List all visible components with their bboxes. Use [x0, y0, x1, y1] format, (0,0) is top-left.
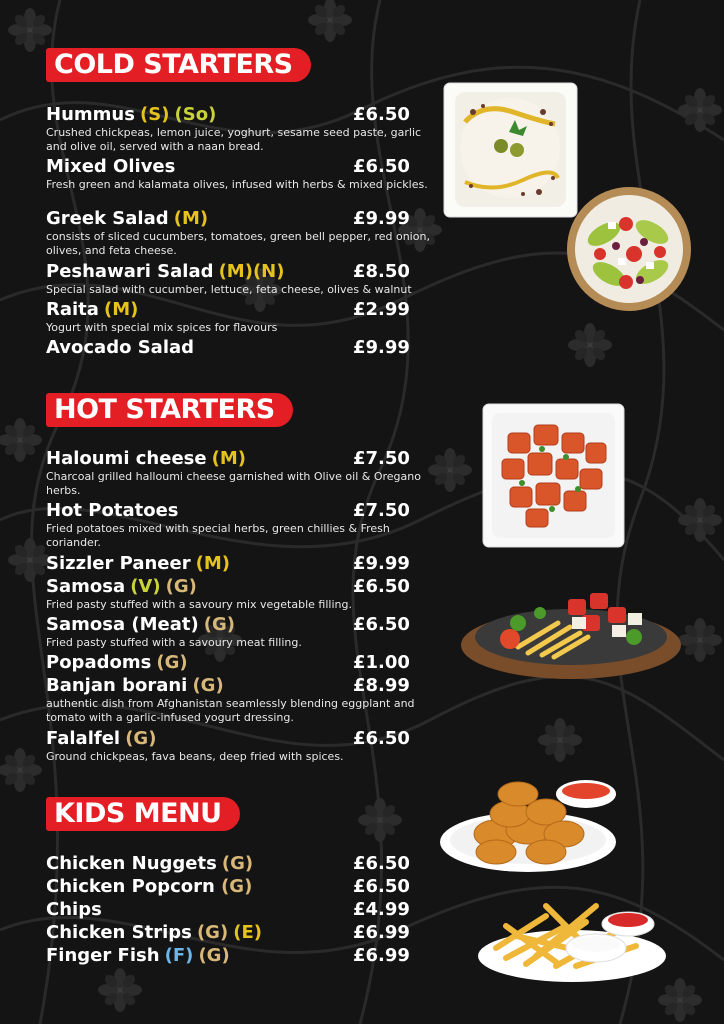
- menu-item-falalfel: [46, 728, 436, 764]
- item-name: Finger Fish: [46, 945, 160, 966]
- item-price: £6.50: [353, 728, 410, 749]
- item-description: Ground chickpeas, fava beans, deep fried with spices.: [46, 750, 344, 763]
- item-name: Chips: [46, 899, 102, 920]
- item-description: authentic dish from Afghanistan seamlessly blending eggplant and tomato with a garlic-infused yogurt dressing.: [46, 697, 415, 724]
- item-name: Chicken Popcorn: [46, 876, 222, 897]
- menu-item-mixed-olives: [46, 156, 436, 192]
- allergen-tag: (M)(N): [218, 261, 285, 282]
- item-name: Peshawari Salad: [46, 261, 214, 282]
- allergen-tag: (So): [174, 104, 217, 125]
- item-name: Avocado Salad: [46, 337, 195, 358]
- chicken-nuggets-photo: [436, 774, 624, 878]
- item-description: Crushed chickpeas, lemon juice, yoghurt, sesame seed paste, garlic and olive oil, served with a naan bread.: [46, 126, 422, 153]
- menu-item-popadoms: [46, 652, 436, 674]
- item-name: Falalfel: [46, 728, 121, 749]
- menu-item-chicken-nuggets: [46, 853, 436, 875]
- menu-item-hummus: [46, 104, 436, 154]
- menu-item-hot-potatoes: [46, 500, 436, 550]
- item-price: £6.50: [353, 614, 410, 635]
- item-description: Special salad with cucumber, lettuce, feta cheese, olives & walnut: [46, 283, 412, 296]
- item-price: £6.50: [353, 853, 410, 874]
- item-name: Raita: [46, 299, 99, 320]
- item-price: £2.99: [353, 299, 410, 320]
- menu-item-peshawari-salad: [46, 261, 436, 297]
- hummus-photo: [443, 82, 578, 218]
- item-name: Samosa: [46, 576, 126, 597]
- allergen-tag: (G): [165, 576, 197, 597]
- item-name: Samosa (Meat): [46, 614, 199, 635]
- menu-item-finger-fish: [46, 945, 436, 967]
- menu-item-samosa: [46, 576, 436, 612]
- allergen-tag: (G): [156, 652, 188, 673]
- item-price: £9.99: [353, 337, 410, 358]
- menu-item-avocado-salad: [46, 337, 436, 359]
- menu-item-banjan-borani: [46, 675, 436, 725]
- item-description: consists of sliced cucumbers, tomatoes, green bell pepper, red onion, olives, and feta cheese.: [46, 230, 430, 257]
- item-name: Popadoms: [46, 652, 152, 673]
- item-name: Hummus: [46, 104, 135, 125]
- item-name: Greek Salad: [46, 208, 169, 229]
- item-description: Fried pasty stuffed with a savoury meat filling.: [46, 636, 302, 649]
- section-title-cold-starters: COLD STARTERS: [46, 48, 311, 82]
- allergen-tag: (F): [164, 945, 194, 966]
- section-title-kids-menu: KIDS MENU: [46, 797, 240, 831]
- item-price: £6.50: [353, 876, 410, 897]
- allergen-tag: (G): [192, 675, 224, 696]
- item-price: £6.50: [353, 576, 410, 597]
- item-price: £9.99: [353, 553, 410, 574]
- menu-item-chicken-strips: [46, 922, 436, 944]
- item-name: Sizzler Paneer: [46, 553, 191, 574]
- item-price: £6.99: [353, 945, 410, 966]
- allergen-tag: (M): [104, 299, 139, 320]
- item-description: Charcoal grilled halloumi cheese garnished with Olive oil & Oregano herbs.: [46, 470, 421, 497]
- item-price: £8.50: [353, 261, 410, 282]
- item-price: £6.50: [353, 156, 410, 177]
- item-price: £7.50: [353, 448, 410, 469]
- item-name: Haloumi cheese: [46, 448, 207, 469]
- menu-item-samosa-meat: [46, 614, 436, 650]
- allergen-tag: (M): [173, 208, 209, 229]
- item-description: Fried pasty stuffed with a savoury mix vegetable filling.: [46, 598, 352, 611]
- section-title-hot-starters: HOT STARTERS: [46, 393, 293, 427]
- menu-item-haloumi-cheese: [46, 448, 436, 498]
- allergen-tag: (E): [233, 922, 263, 943]
- item-price: £1.00: [353, 652, 410, 673]
- allergen-tag: (G): [125, 728, 157, 749]
- allergen-tag: (G): [203, 614, 236, 635]
- allergen-tag: (M): [211, 448, 247, 469]
- allergen-tag: (M): [195, 553, 231, 574]
- item-name: Chicken Strips: [46, 922, 192, 943]
- item-name: Hot Potatoes: [46, 500, 179, 521]
- item-price: £6.99: [353, 922, 410, 943]
- allergen-tag: (V): [130, 576, 161, 597]
- item-price: £6.50: [353, 104, 410, 125]
- item-name: Chicken Nuggets: [46, 853, 217, 874]
- item-price: £9.99: [353, 208, 410, 229]
- item-price: £7.50: [353, 500, 410, 521]
- menu-item-greek-salad: [46, 208, 436, 258]
- chips-photo: [476, 886, 668, 986]
- allergen-tag: (G): [221, 853, 254, 874]
- item-description: Yogurt with special mix spices for flavours: [46, 321, 278, 334]
- menu-item-sizzler-paneer: [46, 553, 436, 575]
- avocado-salad-photo: [564, 184, 694, 314]
- item-price: £4.99: [353, 899, 410, 920]
- allergen-tag: (G): [198, 945, 230, 966]
- item-name: Banjan borani: [46, 675, 188, 696]
- item-description: Fresh green and kalamata olives, infused with herbs & mixed pickles.: [46, 178, 428, 191]
- menu-item-raita: [46, 299, 436, 335]
- item-name: Mixed Olives: [46, 156, 176, 177]
- menu-item-chips: [46, 899, 436, 921]
- allergen-tag: (G): [221, 876, 253, 897]
- menu-item-chicken-popcorn: [46, 876, 436, 898]
- allergen-tag: (G): [196, 922, 229, 943]
- sizzler-photo: [458, 577, 684, 681]
- item-price: £8.99: [353, 675, 410, 696]
- chilli-paneer-photo: [482, 403, 625, 548]
- item-description: Fried potatoes mixed with special herbs, green chillies & Fresh coriander.: [46, 522, 390, 549]
- allergen-tag: (S): [140, 104, 170, 125]
